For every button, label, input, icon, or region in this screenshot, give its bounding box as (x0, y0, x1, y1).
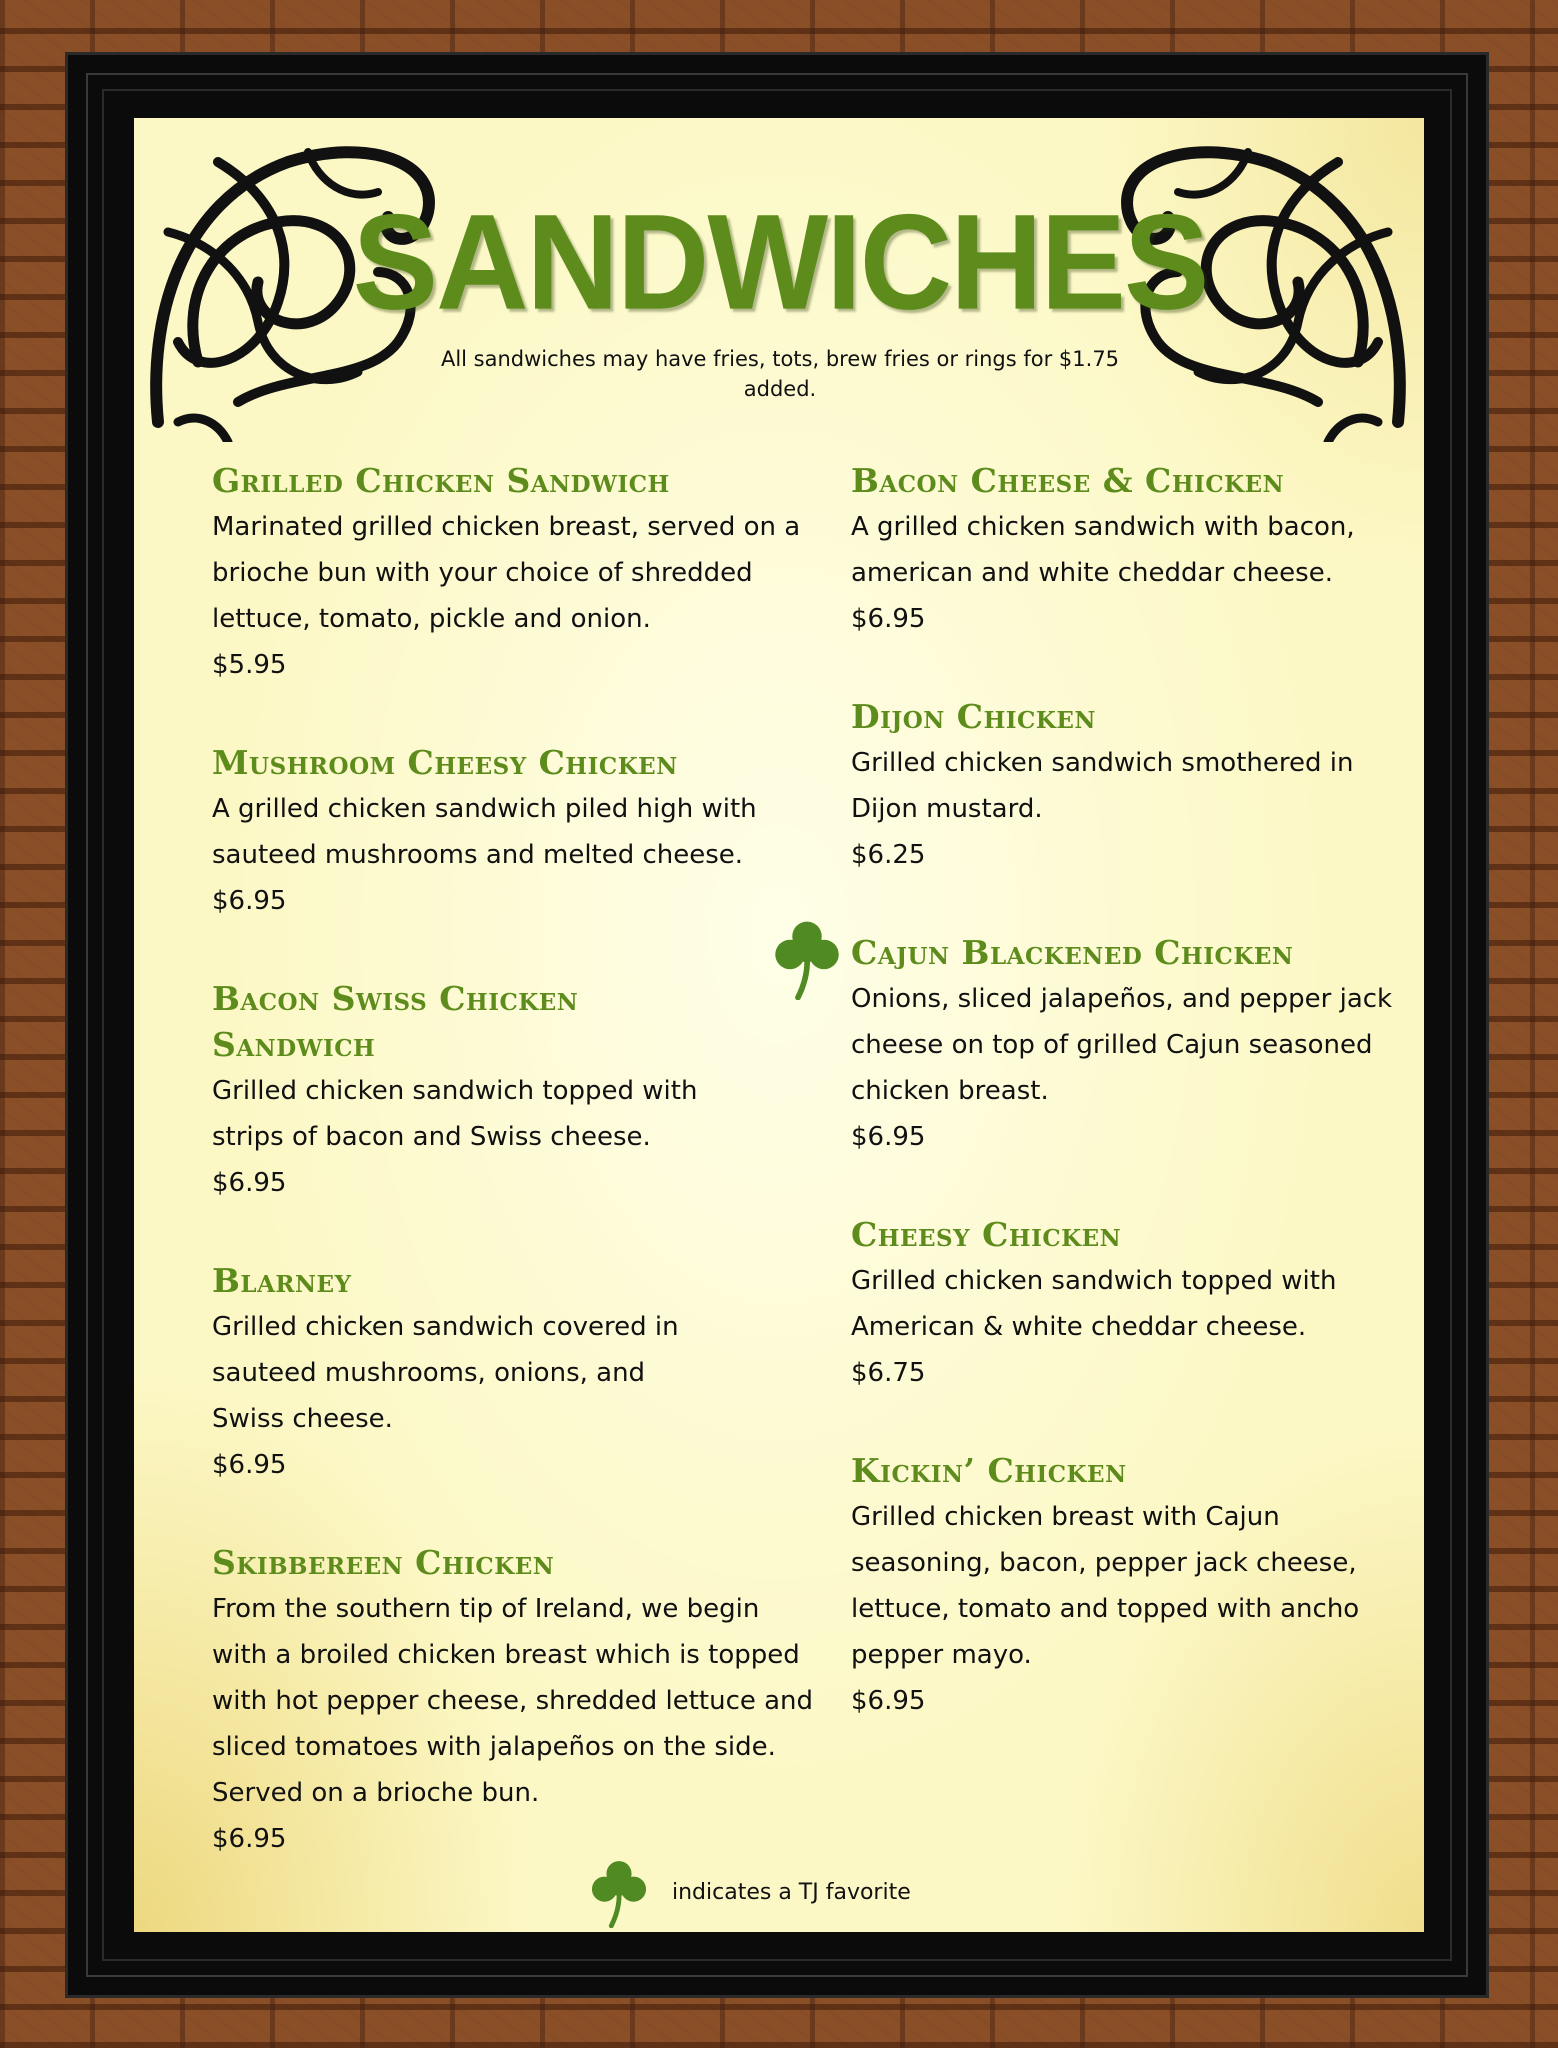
menu-item-dijon-chicken (851, 694, 1411, 878)
menu-subtitle: All sandwiches may have fries, tots, brew fries or rings for $1.75 added. (440, 347, 1120, 401)
menu-item-name: Grilled Chicken Sandwich (212, 461, 670, 500)
shamrock-icon (773, 918, 841, 1000)
menu-item-name: Dijon Chicken (851, 697, 1096, 736)
menu-item-description: Grilled chicken sandwich smothered in Dijon mustard. (851, 748, 1354, 824)
menu-item-name: Skibbereen Chicken (212, 1543, 555, 1582)
menu-item-kickin-chicken (851, 1448, 1411, 1724)
menu-item-price: $5.95 (212, 650, 287, 680)
menu-item-price: $6.95 (212, 1824, 287, 1854)
menu-item-name: Bacon Cheese & Chicken (851, 461, 1285, 500)
menu-item-name: Kickin’ Chicken (851, 1451, 1127, 1490)
menu-item-bacon-swiss-chicken-sandwich (212, 976, 822, 1206)
menu-item-name: Cheesy Chicken (851, 1215, 1122, 1254)
menu-item-description: Grilled chicken sandwich topped with strips of bacon and Swiss cheese. (212, 1076, 698, 1152)
menu-item-blarney (212, 1258, 822, 1488)
page-title: SANDWICHES (352, 186, 1208, 339)
menu-item-description: Grilled chicken breast with Cajun seasoning, bacon, pepper jack cheese, lettuce, tomato and topped with ancho pepper mayo. (851, 1502, 1360, 1670)
menu-column-right (851, 458, 1411, 1776)
menu-item-description: A grilled chicken sandwich piled high with sauteed mushrooms and melted cheese. (212, 794, 757, 870)
menu-item-description: Onions, sliced jalapeños, and pepper jack cheese on top of grilled Cajun seasoned chicken breast. (851, 984, 1393, 1106)
menu-item-description: From the southern tip of Ireland, we begin with a broiled chicken breast which is topped with hot pepper cheese, shredded lettuce and sliced tomatoes with jalapeños on the side. Served on a brioche bun. (212, 1594, 814, 1808)
menu-item-mushroom-cheesy-chicken (212, 740, 822, 924)
menu-item-description: A grilled chicken sandwich with bacon, american and white cheddar cheese. (851, 512, 1355, 588)
menu-item-price: $6.95 (851, 1122, 926, 1152)
shamrock-icon (590, 1858, 648, 1928)
menu-item-description: Grilled chicken sandwich covered in sauteed mushrooms, onions, and Swiss cheese. (212, 1312, 679, 1434)
menu-item-name: Bacon Swiss Chicken Sandwich (212, 979, 579, 1064)
menu-item-name: Blarney (212, 1261, 352, 1300)
menu-item-cheesy-chicken (851, 1212, 1411, 1396)
menu-item-skibbereen-chicken (212, 1540, 822, 1862)
menu-item-name: Mushroom Cheesy Chicken (212, 743, 678, 782)
menu-item-bacon-cheese-chicken (851, 458, 1411, 642)
favorite-legend (590, 1858, 990, 1928)
menu-item-price: $6.95 (851, 604, 926, 634)
menu-item-price: $6.95 (851, 1686, 926, 1716)
menu-column-left (212, 458, 822, 1914)
menu-item-price: $6.95 (212, 886, 287, 916)
menu-item-description: Grilled chicken sandwich topped with American & white cheddar cheese. (851, 1266, 1337, 1342)
menu-item-price: $6.95 (212, 1168, 287, 1198)
favorite-legend-text: indicates a TJ favorite (672, 1880, 911, 1905)
menu-item-cajun-blackened-chicken (851, 930, 1411, 1160)
menu-item-grilled-chicken-sandwich (212, 458, 822, 688)
menu-item-price: $6.95 (212, 1450, 287, 1480)
menu-item-description: Marinated grilled chicken breast, served on a brioche bun with your choice of shredded lettuce, tomato, pickle and onion. (212, 512, 801, 634)
menu-item-name: Cajun Blackened Chicken (851, 933, 1294, 972)
menu-item-price: $6.75 (851, 1358, 926, 1388)
menu-item-price: $6.25 (851, 840, 926, 870)
